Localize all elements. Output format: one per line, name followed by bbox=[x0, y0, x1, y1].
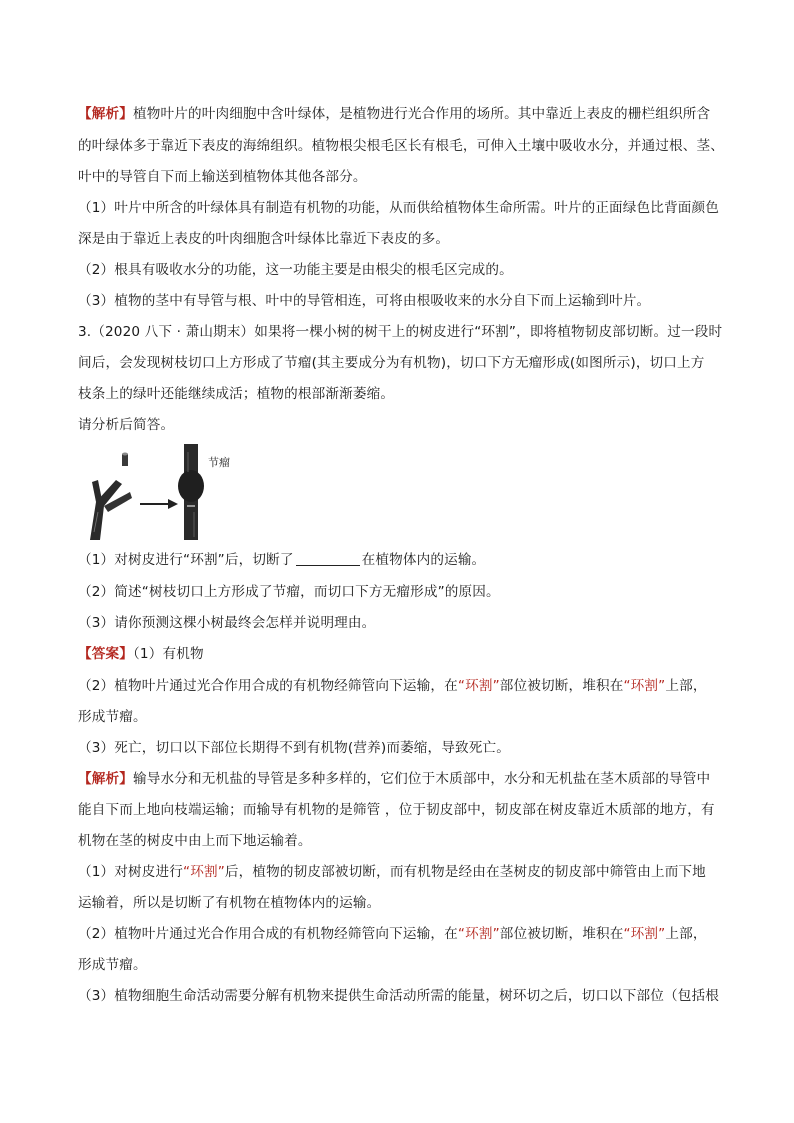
explanation-tag: 【解析】 bbox=[78, 771, 133, 787]
question-3-prompt: 请分析后简答。 bbox=[78, 417, 175, 433]
analysis-tag: 【解析】 bbox=[78, 106, 133, 122]
question-3-sub-3: （3）请你预测这棵小树最终会怎样并说明理由。 bbox=[78, 615, 376, 631]
explanation-line-8: （3）植物细胞生命活动需要分解有机物来提供生命活动所需的能量，树环切之后，切口以下部位（包括根 bbox=[78, 988, 720, 1004]
analysis-line-3: 叶中的导管自下而上输送到植物体其他各部分。 bbox=[78, 169, 367, 185]
analysis-line-6: （2）根具有吸收水分的功能，这一功能主要是由根尖的根毛区完成的。 bbox=[78, 262, 513, 278]
explanation-line-6: （2）植物叶片通过光合作用合成的有机物经筛管向下运输，在“环割”部位被切断，堆积在“环割”上部， bbox=[78, 926, 707, 942]
question-3-sub-1: （1）对树皮进行“环割”后，切断了 在植物体内的运输。 bbox=[78, 552, 486, 568]
question-3-line-1: 3.（2020 八下 · 萧山期末）如果将一棵小树的树干上的树皮进行“环割”，即将植物韧皮部切断。过一段时 bbox=[78, 324, 723, 340]
explanation-line-4: （1）对树皮进行“环割”后，植物的韧皮部被切断，而有机物是经由在茎树皮的韧皮部中筛管由上而下地 bbox=[78, 864, 706, 880]
tree-girdling-figure bbox=[82, 442, 242, 542]
question-3-line-2: 间后，会发现树枝切口上方形成了节瘤(其主要成分为有机物)，切口下方无瘤形成(如图所示)，切口上方 bbox=[78, 355, 705, 371]
answer-line-2: （2）植物叶片通过光合作用合成的有机物经筛管向下运输，在“环割”部位被切断，堆积在“环割”上部， bbox=[78, 678, 707, 694]
answer-line-4: （3）死亡，切口以下部位长期得不到有机物(营养)而萎缩，导致死亡。 bbox=[78, 740, 511, 756]
knot-label: 节瘤 bbox=[208, 456, 230, 469]
answer-line-1: 【答案】（1）有机物 bbox=[78, 646, 204, 662]
explanation-line-2: 能自下而上地向枝端运输；而输导有机物的是筛管 ，位于韧皮部中，韧皮部在树皮靠近木质部的地方，有 bbox=[78, 802, 715, 818]
answer-line-3: 形成节瘤。 bbox=[78, 709, 147, 725]
explanation-line-3: 机物在茎的树皮中由上而下地运输着。 bbox=[78, 833, 312, 849]
answer-blank[interactable] bbox=[296, 551, 360, 566]
analysis-line-1: 【解析】植物叶片的叶肉细胞中含叶绿体，是植物进行光合作用的场所。其中靠近上表皮的栅栏组织所含 bbox=[78, 106, 711, 122]
analysis-line-4: （1）叶片中所含的叶绿体具有制造有机物的功能，从而供给植物体生命所需。叶片的正面绿色比背面颜色 bbox=[78, 200, 720, 216]
analysis-line-7: （3）植物的茎中有导管与根、叶中的导管相连，可将由根吸收来的水分自下而上运输到叶片。 bbox=[78, 293, 651, 309]
analysis-line-2: 的叶绿体多于靠近下表皮的海绵组织。植物根尖根毛区长有根毛，可伸入土壤中吸收水分，并通过根、茎、 bbox=[78, 138, 724, 154]
explanation-line-7: 形成节瘤。 bbox=[78, 957, 147, 973]
question-3-line-3: 枝条上的绿叶还能继续成活；植物的根部渐渐萎缩。 bbox=[78, 386, 395, 402]
answer-tag: 【答案】 bbox=[78, 646, 133, 662]
question-3-sub-2: （2）简述“树枝切口上方形成了节瘤，而切口下方无瘤形成”的原因。 bbox=[78, 584, 500, 600]
explanation-line-1: 【解析】输导水分和无机盐的导管是多种多样的，它们位于木质部中，水分和无机盐在茎木质部的导管中 bbox=[78, 771, 711, 787]
explanation-line-5: 运输着，所以是切断了有机物在植物体内的运输。 bbox=[78, 895, 381, 911]
analysis-line-5: 深是由于靠近上表皮的叶肉细胞含叶绿体比靠近下表皮的多。 bbox=[78, 231, 450, 247]
